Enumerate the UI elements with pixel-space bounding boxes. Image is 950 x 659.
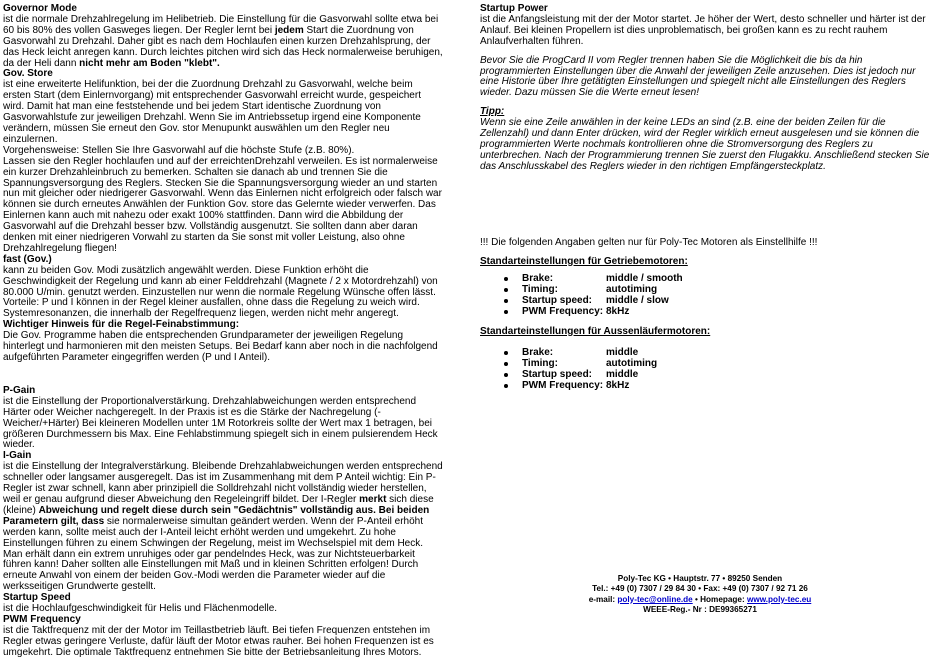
hint-title: Wichtiger Hinweis für die Regel-Feinabstimmung: <box>3 319 240 331</box>
email-link[interactable]: poly-tec@online.de <box>617 594 693 604</box>
gear-motors-list <box>480 274 930 319</box>
setting-value: 8kHz <box>606 306 630 318</box>
gear-motors-title: Standarteinstellungen für Getriebemotoren: <box>480 255 688 267</box>
progcard-note: Bevor Sie die ProgCard II vom Regler trennen haben Sie die Möglichkeit die bis da hin programmierten Einstellungen über die Anwahl der jeweiligen Zeile anzusehen. Dies ist jedoch nur eine Historie über Ihre getätigten Einstellungen und spiegelt nicht alle Einstellungen des Reglers wieder. Dazu müssen Sie die Werte erneut lesen! <box>480 54 916 99</box>
email-label: e-mail: <box>588 594 618 604</box>
homepage-label: • Homepage: <box>692 594 747 604</box>
setting-key: Brake: <box>522 272 554 284</box>
right-column <box>480 4 930 401</box>
startup-speed-title: Startup Speed <box>3 592 71 604</box>
setting-value: middle / smooth <box>606 272 683 284</box>
i-gain-text-part: sich diese (kleine) <box>3 493 434 516</box>
pwm-frequency-text: ist die Taktfrequenz mit der der Motor im Teillastbetrieb läuft. Bei tiefen Frequenzen entstehen im Regler etwas geringere Verluste, dafür läuft der Motor etwas rauher. Bei hohen Frequenzen ist es umgekehrt. Die optimale Taktfrequenz entnehmen Sie bitte der Betriebsanleitung Ihres Motors. <box>3 624 434 658</box>
footer-address: Poly-Tec KG • Hauptstr. 77 • 89250 Senden <box>617 574 783 583</box>
p-gain-text: ist die Einstellung der Proportionalverstärkung. Drehzahlabweichungen werden entsprechend Härter oder Weicher nachgeregelt. In der Praxis ist es die Stärke der Nachregelung (-Weicher/+Härter) Bei kleineren Modellen unter 1M Rotorkreis sollte der Wert max 1 betragen, bei größeren Durchmessern bis Max. Eine Fehlabstimmung spiegelt sich in einem pulsierendem Heck wieder. <box>3 395 438 451</box>
setting-key: Brake: <box>522 346 554 358</box>
startup-power-text: ist die Anfangsleistung mit der der Motor startet. Je höher der Wert, desto schneller und härter ist der Anlauf. Bei kleinen Propellern ist dies unproblematisch, bei großen kann es zu recht rauhem Anlaufverhalten führen. <box>480 13 926 47</box>
list-item <box>480 307 930 318</box>
pwm-frequency-title: PWM Frequency <box>3 613 81 625</box>
outrunner-motors-list <box>480 348 930 393</box>
left-column <box>3 4 443 659</box>
hint-text: Die Gov. Programme haben die entsprechenden Grundparameter der jeweiligen Regelung hinterlegt und harmonieren mit den meisten Setups. Bei Bedarf kann aber noch in die nachfolgend aufgeführten Parameter eingegriffen werden (P und I Anteil). <box>3 330 438 363</box>
notice-text: !!! Die folgenden Angaben gelten nur für Poly-Tec Motoren als Einstellhilfe !!! <box>480 236 818 248</box>
footer-weee: WEEE-Reg.- Nr : DE99365271 <box>643 605 757 615</box>
i-gain-emphasis: merkt <box>359 493 387 505</box>
setting-key: Startup speed: <box>522 369 593 381</box>
setting-value: autotiming <box>606 283 658 295</box>
setting-key: Timing: <box>522 283 558 295</box>
governor-mode-text-part: ist die normale Drehzahlregelung im Helibetrieb. Die Einstellung für die Gasvorwahl sollte etwa bei 60 bis 80% des vollen Gasweges liegen. Der Regler lernt bei <box>3 13 439 36</box>
governor-mode-text-part: Start die Zuordnung von Gasvorwahl zu Drehzahl. Daher gibt es nach dem Hochlaufen einen kurzen Drehzahlsprung, der das Heck leicht anregen kann. Durch leichtes pitchen wird sich das Heck normalerweise beruhigen, da der Heli dann <box>3 24 443 69</box>
governor-mode-emphasis: nicht mehr am Boden "klebt". <box>79 57 220 69</box>
company-footer <box>575 574 825 616</box>
i-gain-text-part: sie normalerweise simultan geändert werden. Wenn der P-Anteil erhöht werden kann, sollte meist auch der I-Anteil leicht erhöht werden und umgekehrt. Zu hohe Einstellungen führen zu einem Schwingen der Regelung, meist im Wechselspiel mit dem Heck. Man erhält dann ein extrem unruhiges oder gar pendelndes Heck, was zur Nichtsteuerbarkeit führen kann! Daher sollten alle Einstellungen mit Maß und in kleinen Schritten erfolgen! Durch erneute Anwahl von einem der beiden Gov.-Modi werden die Parameter wieder auf die werksseitigen Grundwerte gestellt. <box>3 515 424 593</box>
fast-gov-text: kann zu beiden Gov. Modi zusätzlich angewählt werden. Diese Funktion erhöht die Geschwindigkeit der Regelung und kann ab einer Felddrehzahl (Magnete / 2 x Motordrehzahl) von 80.000 U/min. genutzt werden. Einzustellen nur wenn die normale Regelung Wünsche offen lässt. Vorteile: P und I können in der Regel kleiner ausfallen, ohne dass die Regelung zu weich wird. Systemresonanzen, die innerhalb der Regelfrequenz liegen, werden nicht mehr angeregt. <box>3 264 438 320</box>
startup-speed-text: ist die Hochlaufgeschwindigkeit für Helis und Flächenmodelle. <box>3 603 278 615</box>
setting-value: middle / slow <box>606 295 669 307</box>
setting-key: Startup speed: <box>522 295 593 307</box>
setting-value: middle <box>606 346 639 358</box>
setting-value: 8kHz <box>606 380 630 392</box>
tip-text: Wenn sie eine Zeile anwählen in der keine LEDs an sind (z.B. eine der beiden Zeilen für die Zellenzahl) und dann Enter drücken, wird der Regler wirklich erneut ausgelesen und sie können die programmierten Werte nochmals kontrollieren ohne die Stromversorgung des Reglers zu unterbrechen. Nach der Programmierung trennen Sie zuerst den Flugakku. Anschließend stecken Sie das Anschlusskabel des Reglers wieder in den richtigen Empfängersteckplatz. <box>480 117 930 172</box>
i-gain-title: I-Gain <box>3 450 32 462</box>
footer-phone: Tel.: +49 (0) 7307 / 29 84 30 • Fax: +49 (0) 7307 / 92 71 26 <box>592 584 808 594</box>
gov-store-title: Gov. Store <box>3 68 53 80</box>
gov-store-text: ist eine erweiterte Helifunktion, bei der die Zuordnung Drehzahl zu Gasvorwahl, welche beim ersten Start (dem Einlernvorgang) mit entsprechender Gasvorwahl erreicht wurde, gespeichert wird. Damit hat man eine feststehende und bei jedem Start identische Zuordnung von Gasvorwahlstufe zur jeweiligen Drehzahl. Wenn Sie im Antriebssetup irgend eine Komponente verändern, müssen Sie erneut den Gov. stor Menupunkt auswählen um den Regler neu einzulernen. <box>3 79 421 145</box>
p-gain-title: P-Gain <box>3 384 36 396</box>
gov-store-text-2: Lassen sie den Regler hochlaufen und auf der erreichtenDrehzahl verweilen. Es ist normalerweise ein kurzer Drehzahleinbruch zu bemerken. Schalten sie danach ab und trennen Sie die Spannungsversorgung des Reglers. Stecken Sie die Spannungsversorgung wieder an und starten nun mit gleicher oder niedrigerer Gasvorwahl. Wenn das Einlernen nicht erfolgreich oder falsch war können sie durch erneutes Anwählen der Funktion Gov. store das Gelernte wieder verwerfen. Das Einlernen kann auch mit nahezu oder exakt 100% stattfinden. Dann wird die Abbildung der Gasvorwahl auf die Drehzahl besser bzw. Vollständig ausgenutzt. Sie sollten dann aber daran denken mit einer niedrigeren Vorwahl zu starten da Sie sonst mit voller Leistung, also ohne Drehzahlregelung fliegen! <box>3 155 442 254</box>
i-gain-text <box>3 462 443 593</box>
setting-key: PWM Frequency: <box>522 380 604 392</box>
outrunner-motors-title: Standarteinstellungen für Aussenläufermotoren: <box>480 325 711 337</box>
setting-value: autotiming <box>606 357 658 369</box>
homepage-link[interactable]: www.poly-tec.eu <box>746 594 812 604</box>
governor-mode-text <box>3 15 443 70</box>
footer-contact <box>575 595 825 605</box>
governor-mode-title: Governor Mode <box>3 3 77 14</box>
i-gain-emphasis: Abweichung und regelt diese durch sein "Gedächtnis" vollständig aus. Bei beiden Parametern gilt, dass <box>3 504 430 527</box>
startup-power-title: Startup Power <box>480 3 548 14</box>
governor-mode-emphasis: jedem <box>274 24 304 36</box>
setting-value: middle <box>606 369 639 381</box>
i-gain-text-part: ist die Einstellung der Integralverstärkung. Bleibende Drehzahlabweichungen werden entsprechend schneller oder langsamer ausgeregelt. Das ist im Zusammenhang mit dem P Anteil wichtig: Ein P-Regler ist zwar schnell, kann aber prinzipiell die Solldrehzahl nicht vollständig wieder herstellen, weil er genau aufgrund dieser Abweichung den Regeleingriff bildet. Der I-Regler <box>3 461 443 505</box>
list-item <box>480 381 930 392</box>
setting-key: PWM Frequency: <box>522 306 604 318</box>
setting-key: Timing: <box>522 357 558 369</box>
gov-store-procedure: Vorgehensweise: Stellen Sie Ihre Gasvorwahl auf die höchste Stufe (z.B. 80%). <box>3 144 355 156</box>
fast-gov-title: fast (Gov.) <box>3 253 52 265</box>
tip-title: Tipp: <box>480 106 505 118</box>
